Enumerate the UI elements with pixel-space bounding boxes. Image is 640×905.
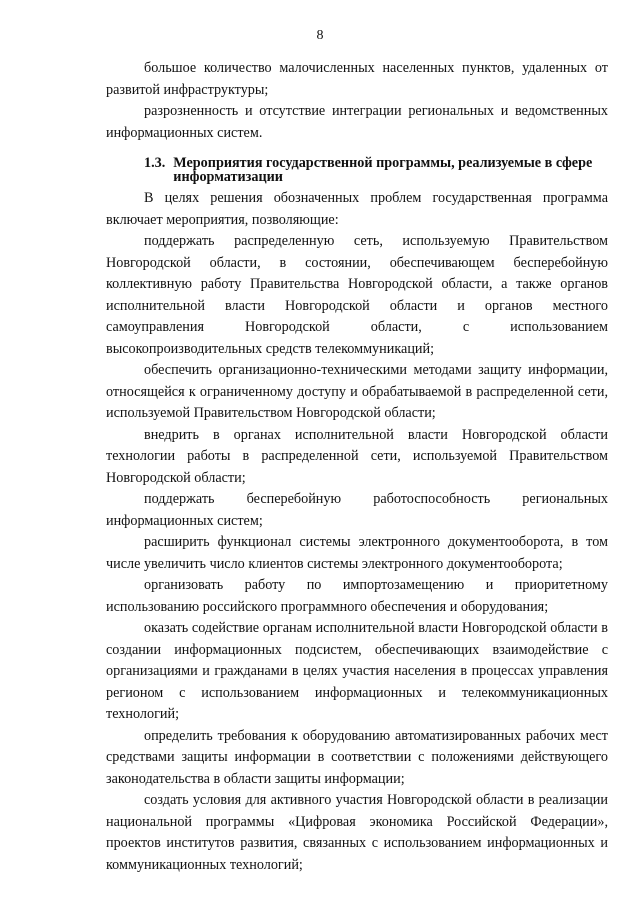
document-body — [106, 58, 608, 876]
paragraph: обеспечить организационно-техническими методами защиту информации, относящейся к ограниченному доступу и обрабатываемой в распределенной сети, используемой Правительством Новгородской области; — [106, 362, 608, 421]
section-title: Мероприятия государственной программы, реализуемые в сфере информатизации — [173, 155, 593, 185]
paragraph: большое количество малочисленных населенных пунктов, удаленных от развитой инфраструктуры; — [106, 60, 608, 98]
paragraph: внедрить в органах исполнительной власти Новгородской области технологии работы в распределенной сети, используемой Правительством Новгородской области; — [106, 426, 608, 486]
paragraph: оказать содействие органам исполнительной власти Новгородской области в создании информационных подсистем, обеспечивающих взаимодействие с организациями и гражданами в целях участия населения в процессах управления регионом с использованием информационных и телекоммуникационных технологий; — [106, 620, 608, 722]
paragraph: определить требования к оборудованию автоматизированных рабочих мест средствами защиты информации в соответствии с положениями действующего законодательства в области защиты информации; — [106, 727, 608, 787]
page-number: 8 — [316, 28, 324, 43]
section-number: 1.3. — [144, 155, 166, 171]
section-heading — [106, 156, 608, 184]
paragraph: разрозненность и отсутствие интеграции региональных и ведомственных информационных систем. — [106, 103, 608, 141]
paragraph: поддержать распределенную сеть, используемую Правительством Новгородской области, в состоянии, обеспечивающем бесперебойную коллективную работу Правительства Новгородской области, а также органов исполнительной власти Новгородской области и органов местного самоуправления Новгородской области, с использованием высокопроизводительных средств телекоммуникаций; — [106, 233, 608, 357]
paragraph: организовать работу по импортозамещению и приоритетному использованию российского программного обеспечения и оборудования; — [106, 577, 608, 615]
paragraph: создать условия для активного участия Новгородской области в реализации национальной программы «Цифровая экономика Российской Федерации», проектов институтов развития, связанных с использованием информационных и коммуникационных технологий; — [106, 792, 608, 873]
paragraph: расширить функционал системы электронного документооборота, в том числе увеличить число клиентов системы электронного документооборота; — [106, 534, 608, 572]
paragraph: В целях решения обозначенных проблем государственная программа включает мероприятия, позволяющие: — [106, 190, 608, 228]
paragraph: поддержать бесперебойную работоспособность региональных информационных систем; — [106, 491, 608, 529]
